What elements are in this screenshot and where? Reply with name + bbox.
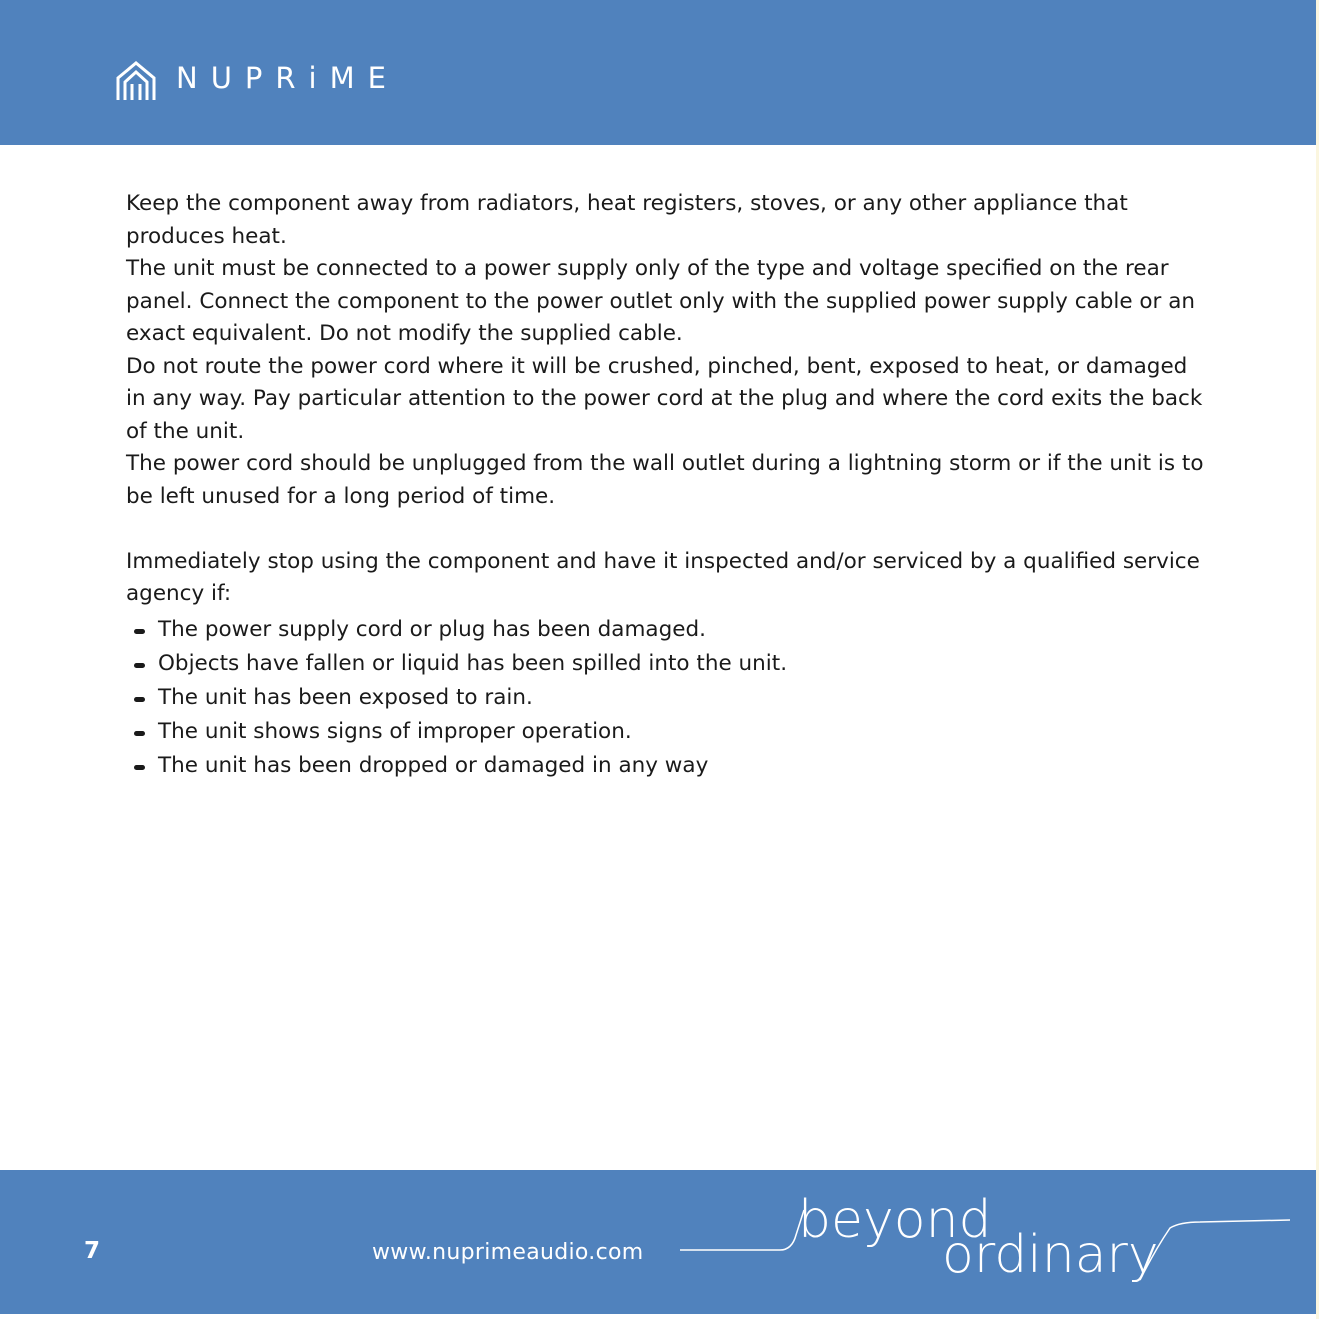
paragraph: The power cord should be unplugged from the wall outlet during a lightning storm or if the unit is to be left unused for a long period of time.	[126, 451, 1204, 509]
tagline-word-1: beyond	[798, 1190, 992, 1250]
list-item-text: Objects have fallen or liquid has been spilled into the unit.	[158, 650, 788, 676]
spacer	[126, 513, 1206, 546]
paragraph: Keep the component away from radiators, heat registers, stoves, or any other appliance that produces heat.	[126, 191, 1128, 249]
list-item-text: The power supply cord or plug has been damaged.	[158, 616, 706, 642]
service-intro: Immediately stop using the component and have it inspected and/or serviced by a qualified service agency if:	[126, 548, 1200, 606]
tagline-word-2: ordinary	[942, 1225, 1159, 1285]
list-item	[126, 749, 1206, 783]
paragraph: Do not route the power cord where it will be crushed, pinched, bent, exposed to heat, or damaged in any way. Pay particular attention to the power cord at the plug and where the cord exits the back of the unit.	[126, 353, 1203, 444]
list-item	[126, 681, 1206, 715]
dash-bullet-icon	[134, 731, 145, 736]
service-conditions-list	[126, 613, 1206, 783]
beyond-ordinary-tagline	[680, 1190, 1300, 1295]
website-link[interactable]: www.nuprimeaudio.com	[372, 1240, 644, 1265]
dash-bullet-icon	[134, 697, 145, 702]
safety-instructions	[126, 188, 1206, 783]
list-item	[126, 647, 1206, 681]
paragraph: The unit must be connected to a power supply only of the type and voltage specified on the rear panel. Connect the component to the power outlet only with the supplied power supply cable or an exact equivalent. Do not modify the supplied cable.	[126, 256, 1196, 346]
dash-bullet-icon	[134, 629, 145, 634]
list-item-text: The unit has been dropped or damaged in any way	[158, 752, 709, 778]
list-item	[126, 613, 1206, 647]
dash-bullet-icon	[134, 765, 145, 770]
nuprime-logo-icon	[115, 60, 157, 102]
brand-wordmark: NUPRiME	[176, 61, 399, 95]
list-item-text: The unit has been exposed to rain.	[158, 684, 533, 710]
dash-bullet-icon	[134, 663, 145, 668]
list-item-text: The unit shows signs of improper operation.	[158, 718, 632, 744]
bottom-rule	[0, 1314, 1316, 1319]
page-header	[0, 0, 1316, 145]
list-item	[126, 715, 1206, 749]
page-number: 7	[84, 1238, 101, 1264]
